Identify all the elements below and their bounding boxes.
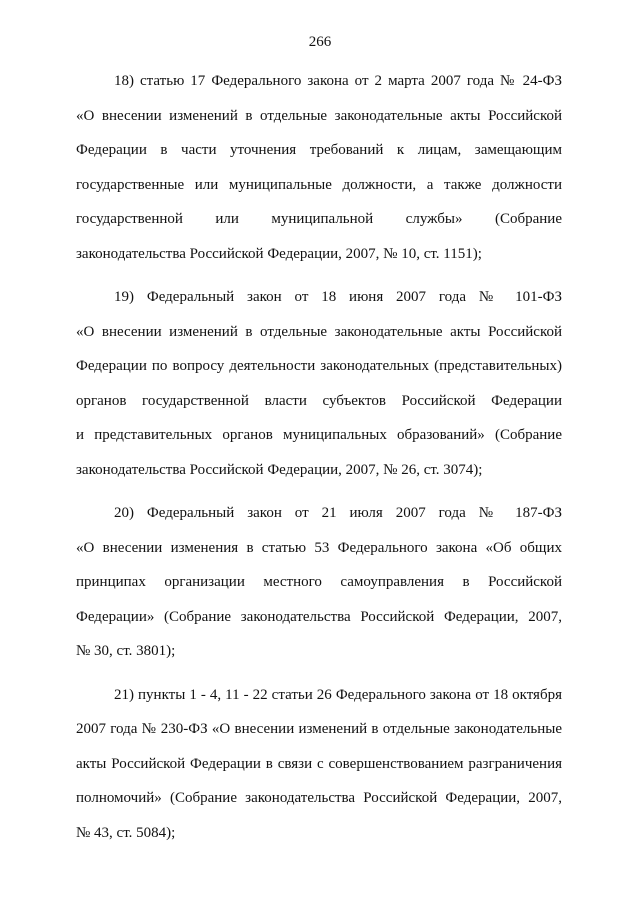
text-line: органов государственной власти субъектов Российской Федерации	[76, 392, 562, 409]
list-item-21	[76, 678, 562, 851]
text-line: полномочий» (Собрание законодательства Российской Федерации, 2007,	[76, 790, 562, 806]
page-number: 266	[308, 34, 332, 50]
text-line: законодательства Российской Федерации, 2007, № 10, ст. 1151);	[76, 245, 482, 262]
text-line: 20) Федеральный закон от 21 июля 2007 года № 187-ФЗ	[114, 505, 562, 521]
text-line: и представительных органов муниципальных образований» (Собрание	[76, 427, 562, 443]
text-line: 2007 года № 230-ФЗ «О внесении изменений в отдельные законодательные	[76, 721, 562, 737]
document-body	[76, 64, 562, 859]
list-item-18	[76, 64, 562, 271]
text-line: акты Российской Федерации в связи с совершенствованием разграничения	[76, 755, 562, 772]
text-line: «О внесении изменения в статью 53 Федерального закона «Об общих	[76, 539, 562, 556]
text-line: государственные или муниципальные должности, а также должности	[76, 176, 562, 193]
text-line: 21) пункты 1 - 4, 11 - 22 статьи 26 Федерального закона от 18 октября	[114, 686, 562, 703]
text-line: принципах организации местного самоуправления в Российской	[76, 574, 562, 590]
text-line: «О внесении изменений в отдельные законодательные акты Российской	[76, 107, 562, 124]
text-line: Федерации в части уточнения требований к лицам, замещающим	[76, 142, 562, 158]
list-item-19	[76, 280, 562, 487]
text-line: № 30, ст. 3801);	[76, 643, 176, 659]
text-line: «О внесении изменений в отдельные законодательные акты Российской	[76, 323, 562, 340]
text-line: Федерации» (Собрание законодательства Российской Федерации, 2007,	[76, 608, 562, 625]
text-line: законодательства Российской Федерации, 2007, № 26, ст. 3074);	[76, 461, 483, 478]
text-line: государственной или муниципальной службы» (Собрание	[76, 211, 562, 227]
list-item-20	[76, 496, 562, 669]
text-line: № 43, ст. 5084);	[76, 824, 176, 841]
text-line: 19) Федеральный закон от 18 июня 2007 года № 101-ФЗ	[114, 289, 562, 305]
text-line: 18) статью 17 Федерального закона от 2 марта 2007 года № 24-ФЗ	[114, 73, 562, 89]
text-line: Федерации по вопросу деятельности законодательных (представительных)	[76, 358, 562, 374]
